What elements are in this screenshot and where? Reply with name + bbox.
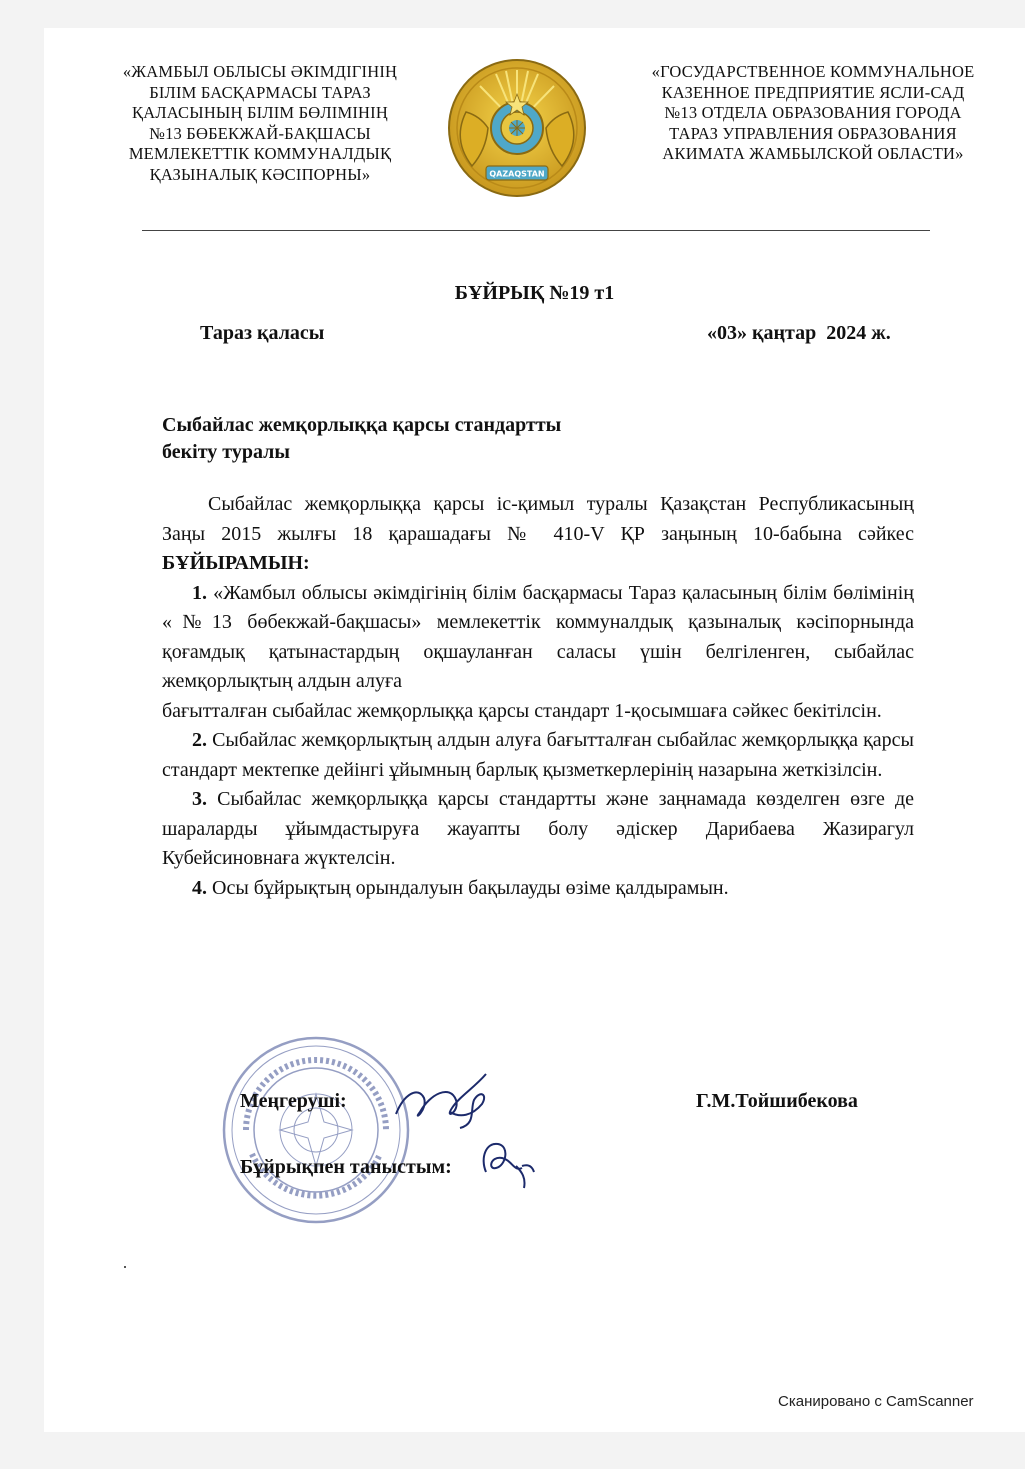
header-right-line: №13 ОТДЕЛА ОБРАЗОВАНИЯ ГОРОДА <box>664 103 962 122</box>
official-stamp-icon <box>216 1030 416 1230</box>
emblem-ribbon-text: QAZAQSTAN <box>489 169 545 179</box>
document-page <box>44 28 1025 1432</box>
order-item-3 <box>162 785 914 874</box>
order-item-4 <box>162 874 914 904</box>
subject-line: бекіту туралы <box>162 441 290 463</box>
order-date: «03» қаңтар 2024 ж. <box>707 322 891 344</box>
header-left-line: «ЖАМБЫЛ ОБЛЫСЫ ӘКІМДІГІНІҢ <box>122 62 398 81</box>
order-item-1-continued <box>162 697 914 727</box>
state-emblem-icon <box>442 54 592 206</box>
head-name: Г.М.Тойшибекова <box>696 1090 858 1112</box>
acknowledged-handwritten-signature <box>476 1132 538 1192</box>
scan-speck <box>124 1266 126 1268</box>
header-left-kazakh <box>100 62 420 185</box>
head-signature-label: Меңгеруші: <box>240 1090 347 1112</box>
header-right-line: «ГОСУДАРСТВЕННОЕ КОММУНАЛЬНОЕ <box>651 62 975 81</box>
subject-line: Сыбайлас жемқорлыққа қарсы стандартты <box>162 414 562 436</box>
item-number: 3. <box>192 788 207 810</box>
header-left-line: ҚАЛАСЫНЫҢ БІЛІМ БӨЛІМІНІҢ <box>132 103 388 122</box>
header-left-line: ҚАЗЫНАЛЫҚ КӘСІПОРНЫ» <box>149 164 371 184</box>
header-divider <box>142 230 930 231</box>
acknowledged-label: Бұйрықпен таныстым: <box>240 1156 452 1178</box>
header-left-line: МЕМЛЕКЕТТІК КОММУНАЛДЫҚ <box>128 144 392 163</box>
item-text: Осы бұйрықтың орындалуын бақылауды өзіме қалдырамын. <box>212 876 729 899</box>
order-subject <box>162 412 561 466</box>
intro-text: Сыбайлас жемқорлыққа қарсы іс-қимыл туралы Қазақстан Республикасының Заңы 2015 жылғы 18 қарашадағы № 410-V ҚР заңының 10-бабына сәйкес <box>162 493 914 545</box>
item-number: 4. <box>192 876 207 899</box>
item-text: Сыбайлас жемқорлыққа қарсы стандартты және заңнамада көзделген өзге де шараларды ұйымдастыруға жауапты болу әдіскер Дарибаева Жазирагул Кубейсиновнаға жүктелсін. <box>162 788 914 869</box>
header-right-line: ТАРАЗ УПРАВЛЕНИЯ ОБРАЗОВАНИЯ <box>669 123 957 143</box>
item-text: «Жамбыл облысы әкімдігінің білім басқармасы Тараз қаласының білім бөлімінің «№13 бөбекжай-бақшасы» мемлекеттік коммуналдық қазыналық кәсіпорнында қоғамдық қатынастардың оқшауланған саласы үшін белгіленген, сыбайлас жемқорлықтың алдын алуға <box>162 581 914 692</box>
item-number: 1. <box>192 581 207 604</box>
item-text: Сыбайлас жемқорлықтың алдын алуға бағытталған сыбайлас жемқорлыққа қарсы стандарт мектепке дейінгі ұйымның барлық қызметкерлерінің назарына жеткізілсін. <box>162 729 914 781</box>
header-left-line: №13 БӨБЕКЖАЙ-БАҚШАСЫ <box>149 123 371 143</box>
head-handwritten-signature <box>390 1064 502 1138</box>
order-item-1 <box>162 579 914 697</box>
order-city: Тараз қаласы <box>200 322 325 344</box>
item-number: 2. <box>192 729 207 751</box>
header-right-line: АКИМАТА ЖАМБЫЛСКОЙ ОБЛАСТИ» <box>662 144 964 163</box>
order-body <box>162 490 914 903</box>
order-title: БҰЙРЫҚ №19 т1 <box>454 282 615 304</box>
camscanner-watermark: Сканировано с CamScanner <box>778 1393 974 1410</box>
intro-keyword: БҰЙЫРАМЫН: <box>162 552 310 574</box>
header-right-russian <box>622 62 1004 165</box>
header-right-line: КАЗЕННОЕ ПРЕДПРИЯТИЕ ЯСЛИ-САД <box>661 82 965 102</box>
order-item-2 <box>162 726 914 785</box>
intro-paragraph <box>162 490 914 579</box>
item-text-continued: бағытталған сыбайлас жемқорлыққа қарсы стандарт 1-қосымшаға сәйкес бекітілсін. <box>162 699 882 722</box>
header-left-line: БІЛІМ БАСҚАРМАСЫ ТАРАЗ <box>149 82 371 102</box>
